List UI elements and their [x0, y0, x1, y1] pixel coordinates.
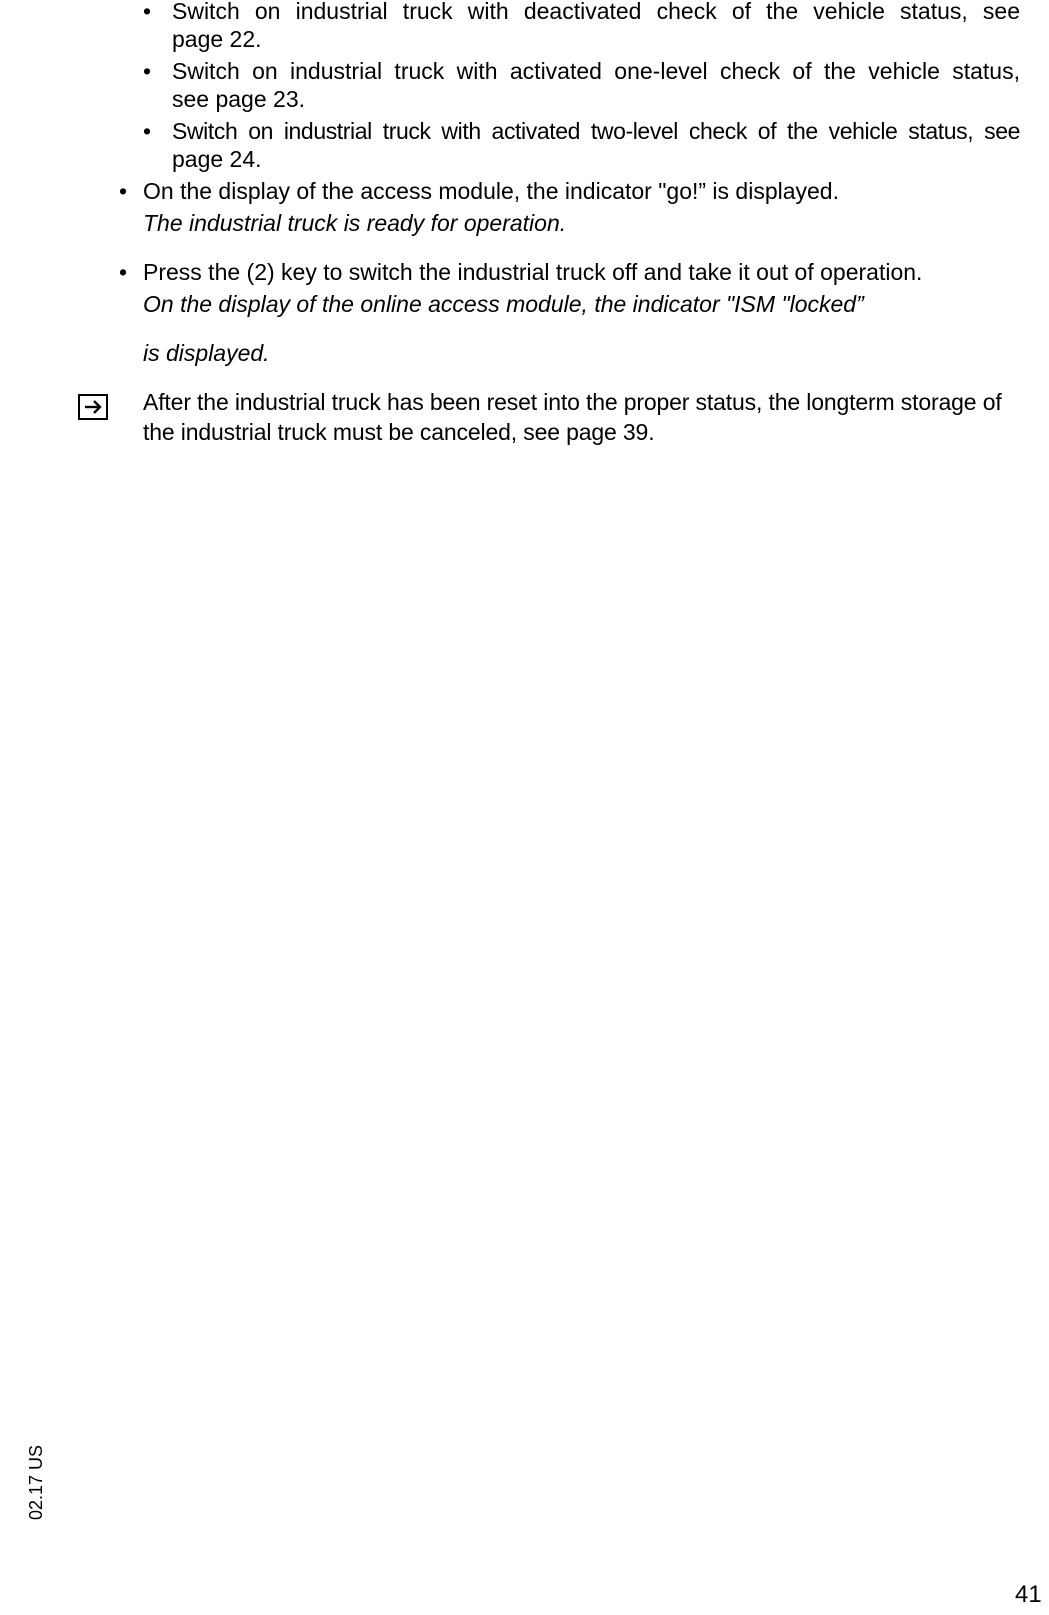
page-number: 41 [1015, 1581, 1042, 1608]
item-2-result-line2: is displayed. [143, 340, 270, 366]
sub-item-1-line1: Switch on industrial truck with deactivated check of the vehicle status, see [172, 0, 1020, 24]
note-text: After the industrial truck has been reset into the proper status, the longterm storage of the industrial truck must be canceled, see page 39. [143, 389, 1002, 445]
item-1-text: On the display of the access module, the indicator "go!” is displayed. [143, 178, 839, 204]
document-code: 02.17 US [26, 1444, 46, 1520]
sub-item-2-line1: Switch on industrial truck with activated one-level check of the vehicle status, [172, 58, 1020, 84]
sub-bullet-marker: • [143, 0, 152, 24]
bullet-marker: • [119, 178, 128, 204]
item-1-result: The industrial truck is ready for operation. [143, 210, 567, 236]
arrow-right-icon [78, 394, 108, 420]
sub-item-3-line1: Switch on industrial truck with activated two-level check of the vehicle status, see [172, 118, 1020, 144]
sub-bullet-marker: • [143, 118, 152, 144]
sub-bullet-marker: • [143, 58, 152, 84]
sub-item-2-line2: see page 23. [172, 86, 306, 112]
bullet-marker: • [119, 259, 128, 285]
sub-item-1-line2: page 22. [172, 26, 262, 52]
item-2-result-line1: On the display of the online access module, the indicator "ISM "locked” [143, 291, 864, 317]
item-2-text: Press the (2) key to switch the industrial truck off and take it out of operation. [143, 259, 923, 285]
sub-item-3-line2: page 24. [172, 146, 262, 172]
